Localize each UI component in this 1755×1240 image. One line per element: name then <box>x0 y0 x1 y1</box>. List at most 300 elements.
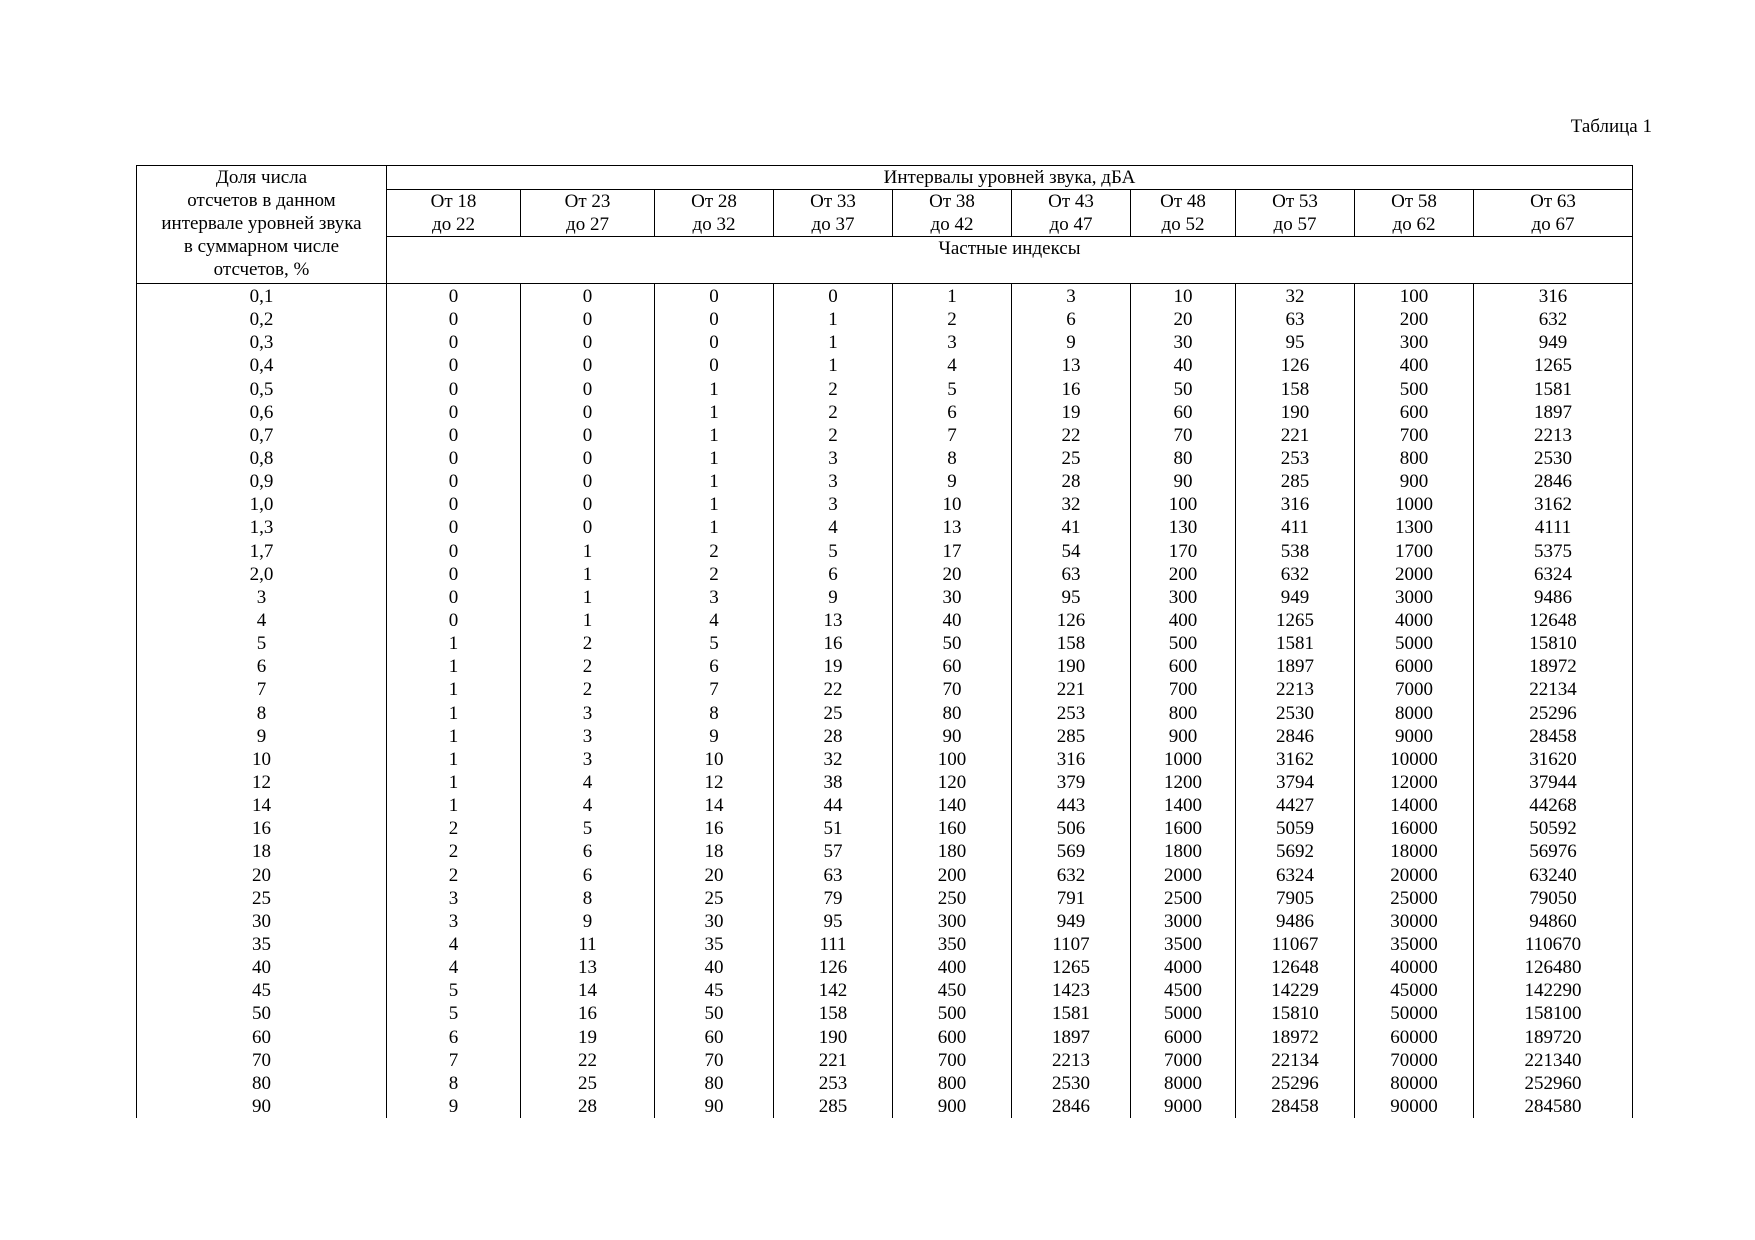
partial-index-cell: 221 <box>774 1049 893 1072</box>
partial-index-cell: 0 <box>387 493 521 516</box>
table-row <box>137 817 1633 840</box>
partial-index-cell: 3 <box>521 702 655 725</box>
partial-index-cell: 95 <box>1012 586 1131 609</box>
partial-index-cell: 80 <box>1131 447 1236 470</box>
table-row <box>137 864 1633 887</box>
partial-index-cell: 9 <box>1012 331 1131 354</box>
share-percent-cell: 0,4 <box>137 354 387 377</box>
partial-index-cell: 3500 <box>1131 933 1236 956</box>
partial-index-cell: 350 <box>893 933 1012 956</box>
partial-index-cell: 6 <box>521 864 655 887</box>
partial-index-cell: 1 <box>387 748 521 771</box>
table-row <box>137 308 1633 331</box>
share-percent-cell: 0,3 <box>137 331 387 354</box>
partial-index-cell: 30 <box>1131 331 1236 354</box>
partial-index-cell: 7 <box>893 424 1012 447</box>
partial-index-cell: 1 <box>655 516 774 539</box>
partial-index-cell: 0 <box>387 378 521 401</box>
partial-index-cell: 70 <box>655 1049 774 1072</box>
partial-index-cell: 2 <box>893 308 1012 331</box>
partial-index-cell: 5000 <box>1131 1002 1236 1025</box>
partial-index-cell: 900 <box>1355 470 1474 493</box>
partial-index-cell: 45 <box>655 979 774 1002</box>
partial-index-cell: 285 <box>1012 725 1131 748</box>
partial-index-cell: 4000 <box>1131 956 1236 979</box>
partial-index-cell: 2213 <box>1012 1049 1131 1072</box>
table-row <box>137 910 1633 933</box>
partial-index-cell: 158 <box>1236 378 1355 401</box>
share-percent-cell: 2,0 <box>137 563 387 586</box>
partial-index-cell: 632 <box>1474 308 1633 331</box>
partial-index-cell: 40000 <box>1355 956 1474 979</box>
partial-index-cell: 4500 <box>1131 979 1236 1002</box>
partial-index-cell: 6 <box>521 840 655 863</box>
partial-index-cell: 3 <box>521 725 655 748</box>
partial-index-cell: 2 <box>387 864 521 887</box>
partial-index-cell: 50 <box>893 632 1012 655</box>
table-row <box>137 284 1633 309</box>
partial-index-cell: 200 <box>1131 563 1236 586</box>
partial-index-cell: 316 <box>1236 493 1355 516</box>
partial-index-cell: 22134 <box>1236 1049 1355 1072</box>
share-percent-cell: 6 <box>137 655 387 678</box>
partial-index-cell: 63240 <box>1474 864 1633 887</box>
partial-index-cell: 9486 <box>1474 586 1633 609</box>
header-interval-cell <box>1012 190 1131 237</box>
partial-index-cell: 126 <box>774 956 893 979</box>
partial-index-cell: 0 <box>655 354 774 377</box>
share-percent-cell: 80 <box>137 1072 387 1095</box>
sound-level-index-table <box>136 165 1633 1118</box>
partial-index-cell: 2846 <box>1474 470 1633 493</box>
partial-index-cell: 20000 <box>1355 864 1474 887</box>
partial-index-cell: 1 <box>655 401 774 424</box>
share-percent-cell: 0,9 <box>137 470 387 493</box>
partial-index-cell: 1 <box>387 794 521 817</box>
partial-index-cell: 9 <box>893 470 1012 493</box>
partial-index-cell: 10000 <box>1355 748 1474 771</box>
header-interval-cell <box>893 190 1012 237</box>
table-row <box>137 447 1633 470</box>
partial-index-cell: 17 <box>893 540 1012 563</box>
table-row <box>137 540 1633 563</box>
partial-index-cell: 158100 <box>1474 1002 1633 1025</box>
partial-index-cell: 79050 <box>1474 887 1633 910</box>
partial-index-cell: 2 <box>521 678 655 701</box>
partial-index-cell: 12648 <box>1236 956 1355 979</box>
share-percent-cell: 45 <box>137 979 387 1002</box>
partial-index-cell: 79 <box>774 887 893 910</box>
partial-index-cell: 0 <box>521 354 655 377</box>
partial-index-cell: 3 <box>774 493 893 516</box>
partial-index-cell: 56976 <box>1474 840 1633 863</box>
share-percent-cell: 12 <box>137 771 387 794</box>
header-share-line: Доля числа <box>215 167 308 188</box>
partial-index-cell: 3000 <box>1355 586 1474 609</box>
share-percent-cell: 35 <box>137 933 387 956</box>
header-share-line: интервале уровней звука <box>161 213 362 234</box>
partial-index-cell: 38 <box>774 771 893 794</box>
share-percent-cell: 50 <box>137 1002 387 1025</box>
interval-from: От 53 <box>1272 191 1318 212</box>
partial-index-cell: 949 <box>1012 910 1131 933</box>
partial-index-cell: 11067 <box>1236 933 1355 956</box>
partial-index-cell: 4 <box>387 956 521 979</box>
partial-index-cell: 0 <box>387 424 521 447</box>
partial-index-cell: 2 <box>387 817 521 840</box>
partial-index-cell: 10 <box>893 493 1012 516</box>
partial-index-cell: 285 <box>1236 470 1355 493</box>
partial-index-cell: 221340 <box>1474 1049 1633 1072</box>
partial-index-cell: 158 <box>774 1002 893 1025</box>
table-row <box>137 1002 1633 1025</box>
partial-index-cell: 90000 <box>1355 1095 1474 1118</box>
partial-index-cell: 900 <box>893 1095 1012 1118</box>
partial-index-cell: 100 <box>1131 493 1236 516</box>
interval-to: до 47 <box>1049 214 1093 235</box>
partial-index-cell: 2530 <box>1236 702 1355 725</box>
partial-index-cell: 10 <box>655 748 774 771</box>
partial-index-cell: 2 <box>774 401 893 424</box>
partial-index-cell: 1 <box>387 655 521 678</box>
partial-index-cell: 18 <box>655 840 774 863</box>
partial-index-cell: 1265 <box>1474 354 1633 377</box>
partial-index-cell: 190 <box>1236 401 1355 424</box>
partial-index-cell: 1000 <box>1355 493 1474 516</box>
partial-index-cell: 158 <box>1012 632 1131 655</box>
partial-index-cell: 4 <box>655 609 774 632</box>
partial-index-cell: 900 <box>1131 725 1236 748</box>
partial-index-cell: 50 <box>1131 378 1236 401</box>
partial-index-cell: 1400 <box>1131 794 1236 817</box>
partial-index-cell: 500 <box>893 1002 1012 1025</box>
partial-index-cell: 1265 <box>1236 609 1355 632</box>
partial-index-cell: 111 <box>774 933 893 956</box>
partial-index-cell: 284580 <box>1474 1095 1633 1118</box>
table-row <box>137 609 1633 632</box>
header-interval-cell <box>521 190 655 237</box>
partial-index-cell: 600 <box>893 1026 1012 1049</box>
partial-index-cell: 400 <box>1131 609 1236 632</box>
partial-index-cell: 18972 <box>1474 655 1633 678</box>
partial-index-cell: 4 <box>521 794 655 817</box>
partial-index-cell: 51 <box>774 817 893 840</box>
partial-index-cell: 2846 <box>1236 725 1355 748</box>
partial-index-cell: 6000 <box>1131 1026 1236 1049</box>
partial-index-cell: 12000 <box>1355 771 1474 794</box>
interval-to: до 27 <box>566 214 609 235</box>
partial-index-cell: 37944 <box>1474 771 1633 794</box>
partial-index-cell: 1 <box>655 493 774 516</box>
partial-index-cell: 7000 <box>1131 1049 1236 1072</box>
partial-index-cell: 443 <box>1012 794 1131 817</box>
partial-index-cell: 4111 <box>1474 516 1633 539</box>
partial-index-cell: 16 <box>1012 378 1131 401</box>
partial-index-cell: 1 <box>655 424 774 447</box>
table-row <box>137 887 1633 910</box>
partial-index-cell: 14000 <box>1355 794 1474 817</box>
partial-index-cell: 28 <box>1012 470 1131 493</box>
partial-index-cell: 200 <box>1355 308 1474 331</box>
partial-index-cell: 300 <box>893 910 1012 933</box>
partial-index-cell: 80000 <box>1355 1072 1474 1095</box>
partial-index-cell: 120 <box>893 771 1012 794</box>
partial-index-cell: 80 <box>655 1072 774 1095</box>
partial-index-cell: 949 <box>1474 331 1633 354</box>
table-row <box>137 493 1633 516</box>
partial-index-cell: 40 <box>1131 354 1236 377</box>
partial-index-cell: 1700 <box>1355 540 1474 563</box>
share-percent-cell: 0,6 <box>137 401 387 424</box>
partial-index-cell: 2 <box>655 563 774 586</box>
partial-index-cell: 25 <box>655 887 774 910</box>
partial-index-cell: 1265 <box>1012 956 1131 979</box>
partial-index-cell: 5692 <box>1236 840 1355 863</box>
interval-to: до 57 <box>1273 214 1317 235</box>
partial-index-cell: 7 <box>387 1049 521 1072</box>
partial-index-cell: 1300 <box>1355 516 1474 539</box>
partial-index-cell: 94860 <box>1474 910 1633 933</box>
partial-index-cell: 5059 <box>1236 817 1355 840</box>
partial-index-cell: 126480 <box>1474 956 1633 979</box>
partial-index-cell: 800 <box>893 1072 1012 1095</box>
partial-index-cell: 63 <box>1012 563 1131 586</box>
table-row <box>137 1049 1633 1072</box>
share-percent-cell: 0,2 <box>137 308 387 331</box>
partial-index-cell: 2000 <box>1131 864 1236 887</box>
share-percent-cell: 9 <box>137 725 387 748</box>
partial-index-cell: 3 <box>774 447 893 470</box>
partial-index-cell: 31620 <box>1474 748 1633 771</box>
partial-index-cell: 6 <box>387 1026 521 1049</box>
partial-index-cell: 6324 <box>1474 563 1633 586</box>
partial-index-cell: 1 <box>387 725 521 748</box>
partial-index-cell: 22134 <box>1474 678 1633 701</box>
partial-index-cell: 5375 <box>1474 540 1633 563</box>
partial-index-cell: 13 <box>774 609 893 632</box>
partial-index-cell: 70 <box>893 678 1012 701</box>
partial-index-cell: 0 <box>655 331 774 354</box>
partial-index-cell: 600 <box>1131 655 1236 678</box>
share-percent-cell: 20 <box>137 864 387 887</box>
share-percent-cell: 0,7 <box>137 424 387 447</box>
header-partial-indexes: Частные индексы <box>387 237 1633 284</box>
partial-index-cell: 632 <box>1012 864 1131 887</box>
partial-index-cell: 1 <box>387 678 521 701</box>
table-row <box>137 586 1633 609</box>
share-percent-cell: 10 <box>137 748 387 771</box>
partial-index-cell: 32 <box>774 748 893 771</box>
partial-index-cell: 63 <box>774 864 893 887</box>
partial-index-cell: 60 <box>655 1026 774 1049</box>
partial-index-cell: 19 <box>521 1026 655 1049</box>
partial-index-cell: 3 <box>521 748 655 771</box>
partial-index-cell: 18972 <box>1236 1026 1355 1049</box>
partial-index-cell: 3 <box>893 331 1012 354</box>
partial-index-cell: 0 <box>387 447 521 470</box>
partial-index-cell: 25 <box>1012 447 1131 470</box>
partial-index-cell: 0 <box>387 516 521 539</box>
partial-index-cell: 5 <box>387 979 521 1002</box>
partial-index-cell: 13 <box>893 516 1012 539</box>
partial-index-cell: 19 <box>774 655 893 678</box>
partial-index-cell: 70000 <box>1355 1049 1474 1072</box>
header-share-line: отсчетов в данном <box>187 190 336 211</box>
partial-index-cell: 2000 <box>1355 563 1474 586</box>
share-percent-cell: 16 <box>137 817 387 840</box>
table-row <box>137 678 1633 701</box>
partial-index-cell: 221 <box>1012 678 1131 701</box>
partial-index-cell: 90 <box>893 725 1012 748</box>
partial-index-cell: 7000 <box>1355 678 1474 701</box>
interval-to: до 22 <box>432 214 475 235</box>
partial-index-cell: 12 <box>655 771 774 794</box>
header-interval-cell <box>1474 190 1633 237</box>
partial-index-cell: 5000 <box>1355 632 1474 655</box>
partial-index-cell: 250 <box>893 887 1012 910</box>
partial-index-cell: 3000 <box>1131 910 1236 933</box>
partial-index-cell: 126 <box>1012 609 1131 632</box>
partial-index-cell: 1200 <box>1131 771 1236 794</box>
partial-index-cell: 4 <box>387 933 521 956</box>
partial-index-cell: 0 <box>655 308 774 331</box>
table-body <box>137 284 1633 1119</box>
partial-index-cell: 190 <box>774 1026 893 1049</box>
partial-index-cell: 1581 <box>1474 378 1633 401</box>
partial-index-cell: 2 <box>655 540 774 563</box>
interval-from: От 18 <box>430 191 477 212</box>
partial-index-cell: 252960 <box>1474 1072 1633 1095</box>
partial-index-cell: 2 <box>521 655 655 678</box>
partial-index-cell: 5 <box>774 540 893 563</box>
partial-index-cell: 160 <box>893 817 1012 840</box>
table-row <box>137 771 1633 794</box>
partial-index-cell: 1897 <box>1474 401 1633 424</box>
table-row <box>137 424 1633 447</box>
partial-index-cell: 30 <box>655 910 774 933</box>
partial-index-cell: 2 <box>774 378 893 401</box>
interval-from: От 63 <box>1530 191 1576 212</box>
partial-index-cell: 16000 <box>1355 817 1474 840</box>
partial-index-cell: 16 <box>655 817 774 840</box>
interval-from: От 33 <box>810 191 856 212</box>
partial-index-cell: 50 <box>655 1002 774 1025</box>
partial-index-cell: 9000 <box>1131 1095 1236 1118</box>
partial-index-cell: 22 <box>1012 424 1131 447</box>
partial-index-cell: 13 <box>1012 354 1131 377</box>
table-row <box>137 632 1633 655</box>
share-percent-cell: 90 <box>137 1095 387 1118</box>
partial-index-cell: 3 <box>387 910 521 933</box>
partial-index-cell: 3794 <box>1236 771 1355 794</box>
partial-index-cell: 7 <box>655 678 774 701</box>
partial-index-cell: 28 <box>521 1095 655 1118</box>
interval-to: до 67 <box>1531 214 1575 235</box>
partial-index-cell: 3 <box>655 586 774 609</box>
partial-index-cell: 35 <box>655 933 774 956</box>
partial-index-cell: 20 <box>1131 308 1236 331</box>
header-interval-cell <box>1236 190 1355 237</box>
partial-index-cell: 0 <box>774 284 893 309</box>
partial-index-cell: 6 <box>774 563 893 586</box>
partial-index-cell: 4 <box>893 354 1012 377</box>
partial-index-cell: 400 <box>1355 354 1474 377</box>
header-interval-cell <box>1355 190 1474 237</box>
partial-index-cell: 70 <box>1131 424 1236 447</box>
interval-to: до 32 <box>692 214 736 235</box>
partial-index-cell: 0 <box>521 284 655 309</box>
partial-index-cell: 538 <box>1236 540 1355 563</box>
partial-index-cell: 316 <box>1474 284 1633 309</box>
partial-index-cell: 30000 <box>1355 910 1474 933</box>
partial-index-cell: 316 <box>1012 748 1131 771</box>
partial-index-cell: 949 <box>1236 586 1355 609</box>
partial-index-cell: 2 <box>774 424 893 447</box>
partial-index-cell: 60000 <box>1355 1026 1474 1049</box>
partial-index-cell: 16 <box>521 1002 655 1025</box>
partial-index-cell: 3 <box>774 470 893 493</box>
partial-index-cell: 0 <box>521 493 655 516</box>
partial-index-cell: 20 <box>893 563 1012 586</box>
partial-index-cell: 25 <box>774 702 893 725</box>
share-percent-cell: 30 <box>137 910 387 933</box>
partial-index-cell: 0 <box>521 331 655 354</box>
share-percent-cell: 3 <box>137 586 387 609</box>
partial-index-cell: 90 <box>1131 470 1236 493</box>
partial-index-cell: 700 <box>1355 424 1474 447</box>
partial-index-cell: 28 <box>774 725 893 748</box>
partial-index-cell: 110670 <box>1474 933 1633 956</box>
share-percent-cell: 40 <box>137 956 387 979</box>
partial-index-cell: 9 <box>521 910 655 933</box>
partial-index-cell: 1000 <box>1131 748 1236 771</box>
partial-index-cell: 2 <box>387 840 521 863</box>
table-header <box>137 166 1633 284</box>
partial-index-cell: 4427 <box>1236 794 1355 817</box>
header-interval-cell <box>655 190 774 237</box>
partial-index-cell: 5 <box>893 378 1012 401</box>
partial-index-cell: 2 <box>521 632 655 655</box>
partial-index-cell: 8 <box>387 1072 521 1095</box>
partial-index-cell: 1 <box>655 470 774 493</box>
partial-index-cell: 0 <box>387 401 521 424</box>
partial-index-cell: 25296 <box>1236 1072 1355 1095</box>
partial-index-cell: 8 <box>655 702 774 725</box>
table-row <box>137 794 1633 817</box>
partial-index-cell: 1 <box>655 378 774 401</box>
partial-index-cell: 189720 <box>1474 1026 1633 1049</box>
partial-index-cell: 15810 <box>1474 632 1633 655</box>
interval-from: От 23 <box>564 191 611 212</box>
partial-index-cell: 8000 <box>1355 702 1474 725</box>
table-row <box>137 516 1633 539</box>
partial-index-cell: 32 <box>1012 493 1131 516</box>
partial-index-cell: 25000 <box>1355 887 1474 910</box>
partial-index-cell: 1 <box>387 771 521 794</box>
partial-index-cell: 15810 <box>1236 1002 1355 1025</box>
partial-index-cell: 500 <box>1131 632 1236 655</box>
partial-index-cell: 1 <box>774 354 893 377</box>
partial-index-cell: 14229 <box>1236 979 1355 1002</box>
interval-from: От 38 <box>929 191 975 212</box>
partial-index-cell: 1 <box>521 586 655 609</box>
partial-index-cell: 95 <box>774 910 893 933</box>
partial-index-cell: 8 <box>893 447 1012 470</box>
share-percent-cell: 25 <box>137 887 387 910</box>
partial-index-cell: 14 <box>655 794 774 817</box>
partial-index-cell: 6 <box>1012 308 1131 331</box>
partial-index-cell: 18000 <box>1355 840 1474 863</box>
